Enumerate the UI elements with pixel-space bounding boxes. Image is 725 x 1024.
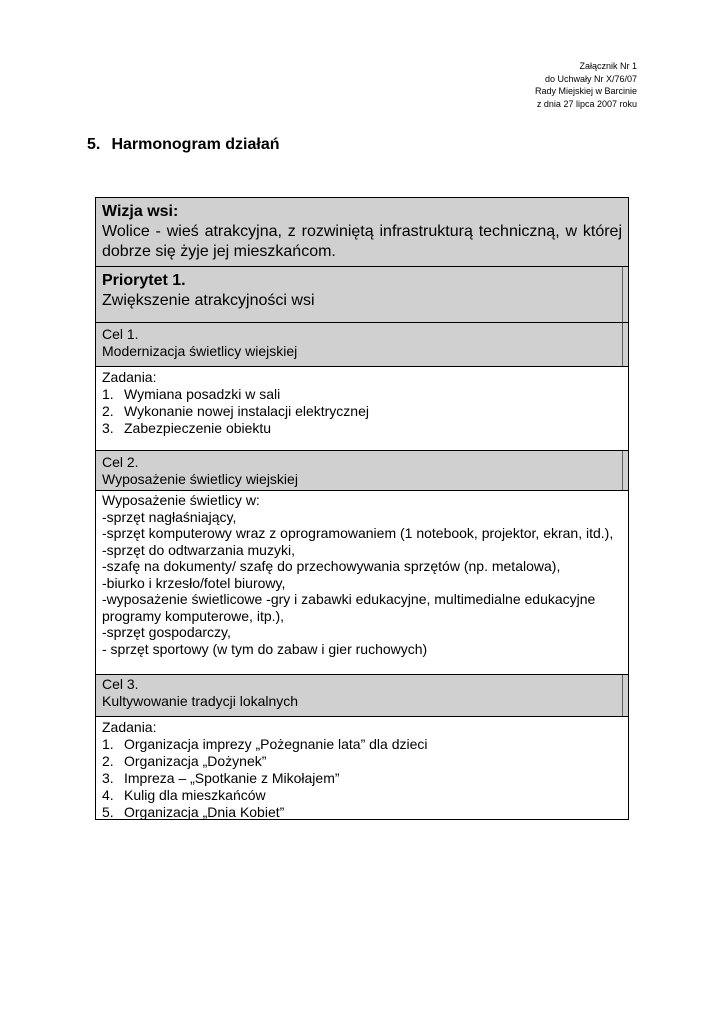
goal1-task-list <box>102 386 622 437</box>
goal1-tasks-heading: Zadania: <box>102 369 157 385</box>
goal3-task-list <box>102 736 622 821</box>
goal2-label: Cel 2. <box>102 454 139 470</box>
goal3-tasks-cell <box>96 716 628 819</box>
goal3-tasks-heading: Zadania: <box>102 719 157 735</box>
priority-cell <box>96 266 628 322</box>
annex-line-1: Załącznik Nr 1 <box>579 61 637 71</box>
cell-inner-border <box>622 323 623 366</box>
priority-text: Zwiększenie atrakcyjności wsi <box>102 292 315 309</box>
list-item: 5. Organizacja „Dnia Kobiet” <box>102 804 285 820</box>
list-item: -sprzęt komputerowy wraz z oprogramowaniem (1 notebook, projektor, ekran, itd.), <box>102 525 614 541</box>
goal3-text: Kultywowanie tradycji lokalnych <box>102 693 299 709</box>
goal1-cell <box>96 322 628 366</box>
list-item: 2. Organizacja „Dożynek” <box>102 753 267 769</box>
priority-heading: Priorytet 1. <box>102 272 186 289</box>
annex-line-4: z dnia 27 lipca 2007 roku <box>536 98 637 109</box>
section-number: 5. <box>87 136 101 153</box>
list-item: -biurko i krzesło/fotel biurowy, <box>102 574 286 591</box>
goal2-text: Wyposażenie świetlicy wiejskiej <box>102 471 298 487</box>
list-item: - sprzęt sportowy (w tym do zabaw i gier ruchowych) <box>102 640 428 657</box>
list-item: -sprzęt nagłaśniający, <box>102 508 237 525</box>
goal1-tasks-cell <box>96 366 628 450</box>
section-title <box>87 136 279 154</box>
list-item: 1. Wymiana posadzki w sali <box>102 386 281 402</box>
cell-inner-border <box>622 451 623 490</box>
goal1-label: Cel 1. <box>102 326 139 342</box>
cell-inner-border <box>622 267 623 322</box>
goal3-cell <box>96 674 628 716</box>
goal3-label: Cel 3. <box>102 676 139 692</box>
section-title-text: Harmonogram działań <box>111 136 280 153</box>
cell-inner-border <box>622 675 623 716</box>
list-item: 2. Wykonanie nowej instalacji elektrycznej <box>102 403 369 419</box>
list-item: 4. Kulig dla mieszkańców <box>102 787 266 803</box>
list-item: 1. Organizacja imprezy „Pożegnanie lata” dla dzieci <box>102 736 428 752</box>
annex-line-2: do Uchwały Nr X/76/07 <box>544 73 637 84</box>
vision-text: Wolice - wieś atrakcyjna, z rozwiniętą infrastrukturą techniczną, w której dobrze się żyje jej mieszkańcom. <box>102 223 622 260</box>
goal1-text: Modernizacja świetlicy wiejskiej <box>102 343 298 359</box>
vision-heading: Wizja wsi: <box>102 203 179 220</box>
goal2-equipment-cell <box>96 490 628 674</box>
goal2-equipment-heading: Wyposażenie świetlicy w: <box>102 492 260 508</box>
list-item: 3. Impreza – „Spotkanie z Mikołajem” <box>102 770 340 786</box>
list-item: -wyposażenie świetlicowe -gry i zabawki edukacyjne, multimedialne edukacyjne programy komputerowe, itp.), <box>102 591 596 624</box>
goal2-cell <box>96 450 628 490</box>
annex-line-3: Rady Miejskiej w Barcinie <box>534 86 637 96</box>
annex-note <box>535 60 637 110</box>
list-item: 3. Zabezpieczenie obiektu <box>102 420 272 436</box>
vision-cell <box>96 198 628 266</box>
list-item: -sprzęt do odtwarzania muzyki, <box>102 541 295 558</box>
action-schedule-table <box>95 197 629 820</box>
list-item: -sprzęt gospodarczy, <box>102 624 231 640</box>
list-item: -szafę na dokumenty/ szafę do przechowywania sprzętów (np. metalowa), <box>102 558 561 574</box>
